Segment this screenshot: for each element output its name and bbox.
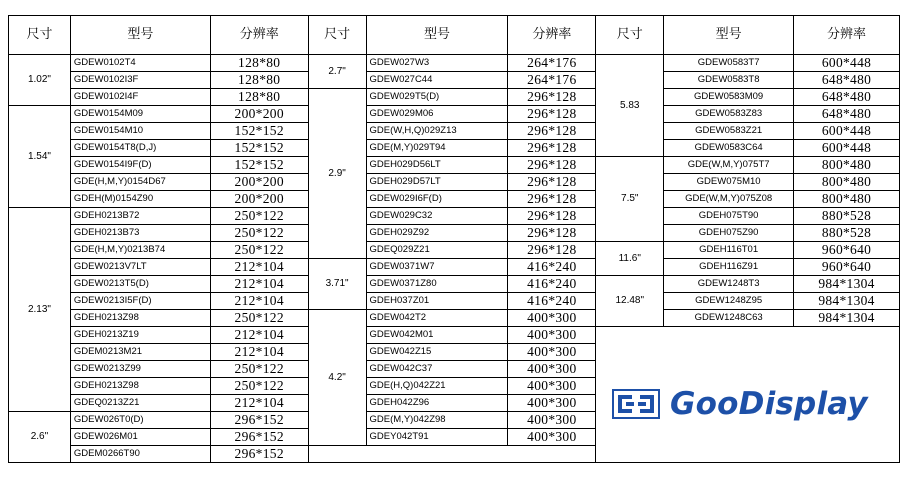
resolution-cell: 296*128 [508, 89, 596, 106]
model-cell: GDEW0213T5(D) [70, 276, 210, 293]
model-cell: GDEW029M06 [366, 106, 508, 123]
resolution-cell: 400*300 [508, 310, 596, 327]
resolution-cell: 296*128 [508, 191, 596, 208]
size-cell: 2.13" [9, 208, 71, 412]
model-cell: GDEW1248T3 [664, 276, 794, 293]
table-row [9, 174, 900, 191]
resolution-cell: 250*122 [210, 208, 308, 225]
resolution-cell: 296*152 [210, 429, 308, 446]
table-row [9, 310, 900, 327]
resolution-cell: 212*104 [210, 259, 308, 276]
model-cell: GDEH075Z90 [664, 225, 794, 242]
resolution-cell: 250*122 [210, 361, 308, 378]
resolution-header: 分辨率 [508, 16, 596, 55]
model-cell: GDE(M,Y)042Z98 [366, 412, 508, 429]
model-cell: GDEM0266T90 [70, 446, 210, 463]
model-cell: GDE(M,Y)029T94 [366, 140, 508, 157]
model-cell: GDEW0583T7 [664, 55, 794, 72]
resolution-header: 分辨率 [794, 16, 900, 55]
model-cell: GDE(W,M,Y)075T7 [664, 157, 794, 174]
table-row [9, 208, 900, 225]
model-cell: GDEH0213Z19 [70, 327, 210, 344]
empty-cell [308, 446, 596, 463]
size-cell: 2.9" [308, 89, 366, 259]
size-header: 尺寸 [308, 16, 366, 55]
resolution-header: 分辨率 [210, 16, 308, 55]
resolution-cell: 880*528 [794, 208, 900, 225]
table-row [9, 55, 900, 72]
resolution-cell: 296*152 [210, 446, 308, 463]
resolution-cell: 296*128 [508, 174, 596, 191]
table-row [9, 140, 900, 157]
gooddisplay-logo [612, 384, 897, 424]
model-cell: GDEY042T91 [366, 429, 508, 446]
resolution-cell: 648*480 [794, 89, 900, 106]
model-cell: GDE(W,H,Q)029Z13 [366, 123, 508, 140]
resolution-cell: 296*128 [508, 157, 596, 174]
size-cell: 12.48" [596, 276, 664, 327]
model-cell: GDE(H,M,Y)0213B74 [70, 242, 210, 259]
model-cell: GDEW029I6F(D) [366, 191, 508, 208]
model-cell: GDEW029T5(D) [366, 89, 508, 106]
resolution-cell: 400*300 [508, 361, 596, 378]
model-cell: GDEW029C32 [366, 208, 508, 225]
model-cell: GDEH037Z01 [366, 293, 508, 310]
model-header: 型号 [366, 16, 508, 55]
model-cell: GDEH042Z96 [366, 395, 508, 412]
resolution-cell: 400*300 [508, 429, 596, 446]
model-cell: GDEW0213Z99 [70, 361, 210, 378]
resolution-cell: 296*128 [508, 106, 596, 123]
resolution-cell: 152*152 [210, 140, 308, 157]
resolution-cell: 250*122 [210, 225, 308, 242]
resolution-cell: 250*122 [210, 378, 308, 395]
model-header: 型号 [70, 16, 210, 55]
model-cell: GDE(W,M,Y)075Z08 [664, 191, 794, 208]
table-row [9, 191, 900, 208]
resolution-cell: 880*528 [794, 225, 900, 242]
resolution-cell: 296*152 [210, 412, 308, 429]
resolution-cell: 128*80 [210, 89, 308, 106]
model-cell: GDEW042Z15 [366, 344, 508, 361]
size-cell: 4.2" [308, 310, 366, 446]
table-row [9, 225, 900, 242]
model-cell: GDEH0213Z98 [70, 310, 210, 327]
size-cell: 3.71" [308, 259, 366, 310]
model-cell: GDEW027W3 [366, 55, 508, 72]
model-cell: GDEW026M01 [70, 429, 210, 446]
model-cell: GDEH0213B73 [70, 225, 210, 242]
size-cell: 1.54" [9, 106, 71, 208]
resolution-cell: 648*480 [794, 106, 900, 123]
table-row [9, 106, 900, 123]
resolution-cell: 152*152 [210, 157, 308, 174]
model-cell: GDEW0371W7 [366, 259, 508, 276]
model-cell: GDEH116Z91 [664, 259, 794, 276]
size-cell: 1.02" [9, 55, 71, 106]
size-cell: 2.6" [9, 412, 71, 463]
model-cell: GDE(H,Q)042Z21 [366, 378, 508, 395]
model-cell: GDEH029D57LT [366, 174, 508, 191]
model-cell: GDEW042T2 [366, 310, 508, 327]
model-cell: GDEW0154M09 [70, 106, 210, 123]
resolution-cell: 400*300 [508, 327, 596, 344]
model-cell: GDEQ029Z21 [366, 242, 508, 259]
model-cell: GDEH075T90 [664, 208, 794, 225]
model-cell: GDEW0583T8 [664, 72, 794, 89]
model-cell: GDEW027C44 [366, 72, 508, 89]
table-row [9, 276, 900, 293]
resolution-cell: 960*640 [794, 259, 900, 276]
model-cell: GDEW0583Z21 [664, 123, 794, 140]
header-row [9, 16, 900, 55]
model-cell: GDEW0102T4 [70, 55, 210, 72]
model-cell: GDEW0583C64 [664, 140, 794, 157]
model-cell: GDEH(M)0154Z90 [70, 191, 210, 208]
model-cell: GDE(H,M,Y)0154D67 [70, 174, 210, 191]
resolution-cell: 984*1304 [794, 310, 900, 327]
model-cell: GDEH116T01 [664, 242, 794, 259]
table-row [9, 157, 900, 174]
model-cell: GDEW0154T8(D,J) [70, 140, 210, 157]
model-cell: GDEH029D56LT [366, 157, 508, 174]
table-row [9, 72, 900, 89]
table-row [9, 327, 900, 344]
resolution-cell: 264*176 [508, 55, 596, 72]
size-header: 尺寸 [9, 16, 71, 55]
model-cell: GDEQ0213Z21 [70, 395, 210, 412]
model-cell: GDEW1248C63 [664, 310, 794, 327]
model-cell: GDEW0154I9F(D) [70, 157, 210, 174]
model-cell: GDEW026T0(D) [70, 412, 210, 429]
model-cell: GDEW0213V7LT [70, 259, 210, 276]
resolution-cell: 264*176 [508, 72, 596, 89]
resolution-cell: 212*104 [210, 293, 308, 310]
model-cell: GDEW042M01 [366, 327, 508, 344]
resolution-cell: 800*480 [794, 157, 900, 174]
table-row [9, 123, 900, 140]
resolution-cell: 416*240 [508, 293, 596, 310]
model-cell: GDEW0102I3F [70, 72, 210, 89]
resolution-cell: 296*128 [508, 225, 596, 242]
resolution-cell: 960*640 [794, 242, 900, 259]
table-row [9, 293, 900, 310]
resolution-cell: 600*448 [794, 140, 900, 157]
resolution-cell: 212*104 [210, 327, 308, 344]
resolution-cell: 416*240 [508, 276, 596, 293]
model-cell: GDEM0213M21 [70, 344, 210, 361]
resolution-cell: 648*480 [794, 72, 900, 89]
resolution-cell: 128*80 [210, 72, 308, 89]
resolution-cell: 984*1304 [794, 276, 900, 293]
size-cell: 11.6" [596, 242, 664, 276]
resolution-cell: 152*152 [210, 123, 308, 140]
resolution-cell: 800*480 [794, 174, 900, 191]
model-cell: GDEW0583M09 [664, 89, 794, 106]
model-cell: GDEW0213I5F(D) [70, 293, 210, 310]
resolution-cell: 200*200 [210, 106, 308, 123]
resolution-cell: 400*300 [508, 412, 596, 429]
model-cell: GDEW0154M10 [70, 123, 210, 140]
resolution-cell: 250*122 [210, 242, 308, 259]
resolution-cell: 600*448 [794, 123, 900, 140]
size-cell: 5.83 [596, 55, 664, 157]
model-cell: GDEW0583Z83 [664, 106, 794, 123]
resolution-cell: 128*80 [210, 55, 308, 72]
resolution-cell: 212*104 [210, 395, 308, 412]
resolution-cell: 416*240 [508, 259, 596, 276]
table-row [9, 89, 900, 106]
size-cell: 7.5" [596, 157, 664, 242]
table-row [9, 242, 900, 259]
resolution-cell: 296*128 [508, 242, 596, 259]
resolution-cell: 250*122 [210, 310, 308, 327]
model-cell: GDEW042C37 [366, 361, 508, 378]
resolution-cell: 800*480 [794, 191, 900, 208]
size-cell: 2.7" [308, 55, 366, 89]
resolution-cell: 296*128 [508, 208, 596, 225]
resolution-cell: 400*300 [508, 344, 596, 361]
model-cell: GDEW075M10 [664, 174, 794, 191]
gooddisplay-logo-icon [612, 389, 660, 419]
resolution-cell: 400*300 [508, 378, 596, 395]
model-cell: GDEH029Z92 [366, 225, 508, 242]
table-row [9, 259, 900, 276]
model-header: 型号 [664, 16, 794, 55]
resolution-cell: 296*128 [508, 140, 596, 157]
model-cell: GDEW0102I4F [70, 89, 210, 106]
logo-text: GooDisplay [670, 386, 868, 422]
resolution-cell: 200*200 [210, 174, 308, 191]
resolution-cell: 400*300 [508, 395, 596, 412]
size-header: 尺寸 [596, 16, 664, 55]
resolution-cell: 212*104 [210, 344, 308, 361]
resolution-cell: 212*104 [210, 276, 308, 293]
model-cell: GDEW0371Z80 [366, 276, 508, 293]
resolution-cell: 600*448 [794, 55, 900, 72]
model-cell: GDEW1248Z95 [664, 293, 794, 310]
resolution-cell: 984*1304 [794, 293, 900, 310]
resolution-cell: 200*200 [210, 191, 308, 208]
resolution-cell: 296*128 [508, 123, 596, 140]
model-cell: GDEH0213Z98 [70, 378, 210, 395]
model-cell: GDEH0213B72 [70, 208, 210, 225]
